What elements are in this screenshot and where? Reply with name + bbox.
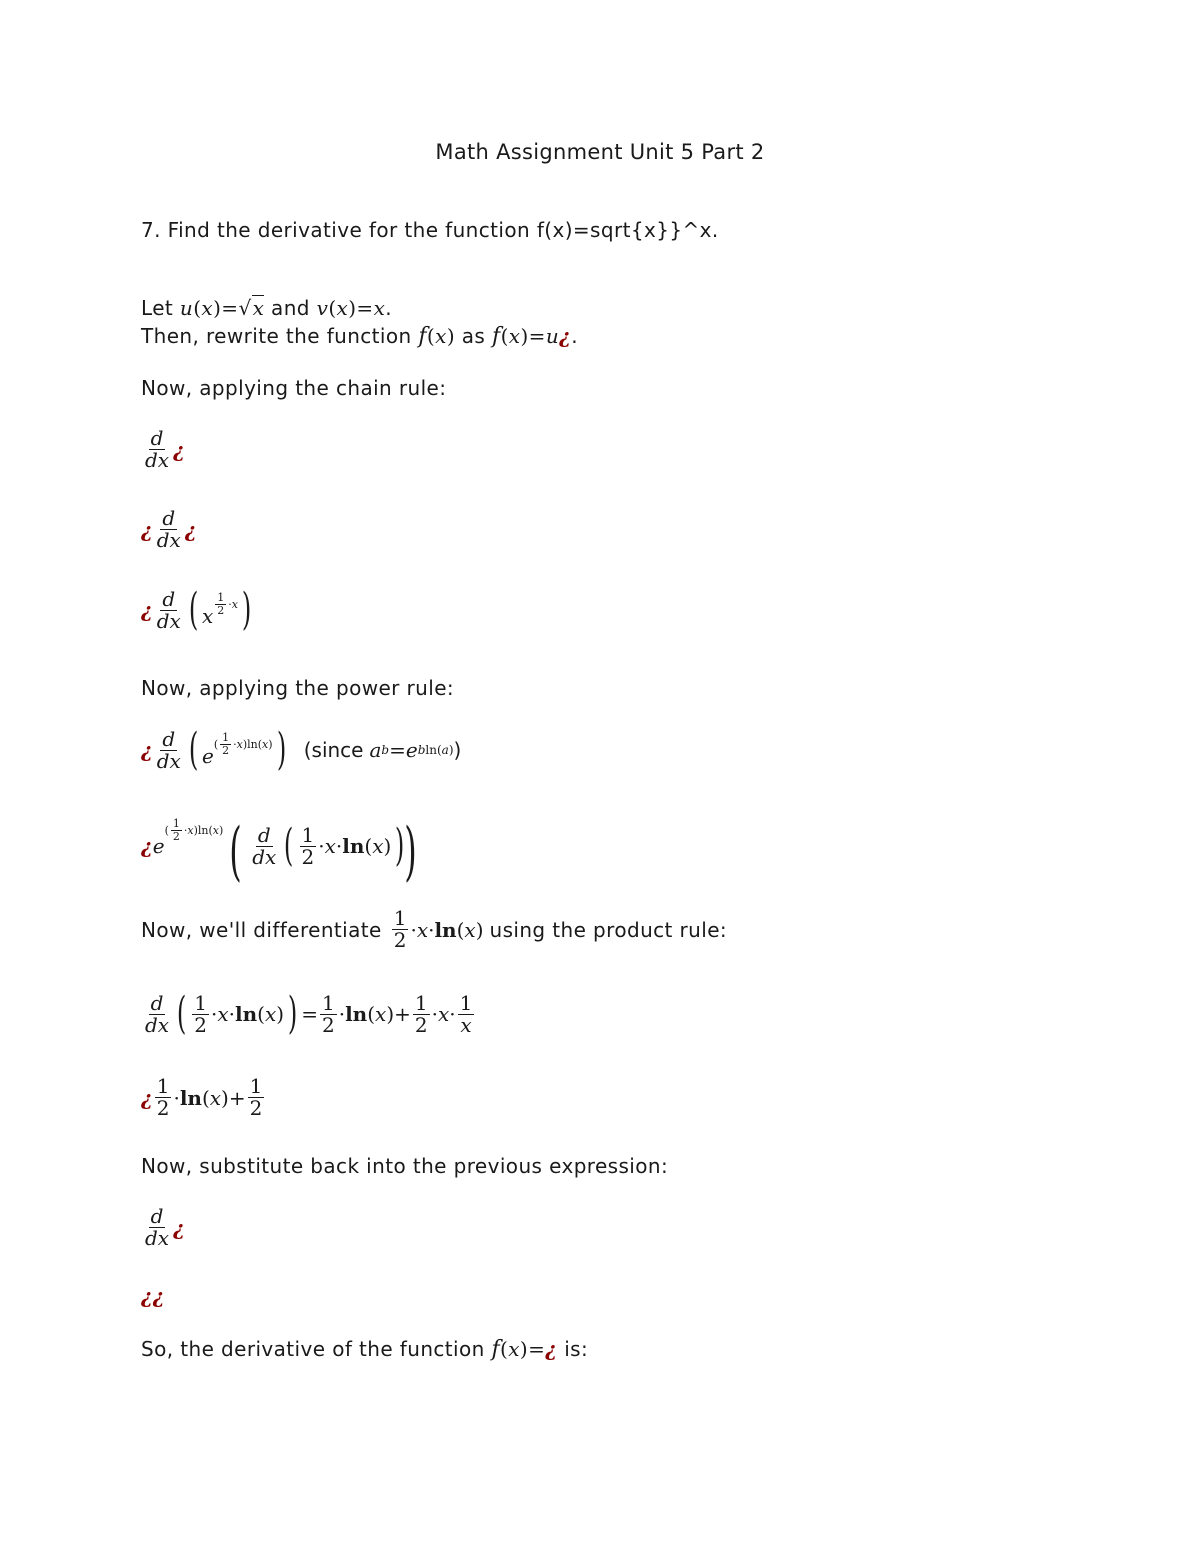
placeholder-glyph: ¿	[184, 517, 197, 542]
equation-5: ¿ e ( $\frac{1}{2}$ · x )ln( x ) ( $\frac{d}{dx}$ ( $\frac{1}{2}$ · x · ln ( x ) ) )	[141, 815, 418, 889]
page-title: Math Assignment Unit 5 Part 2	[435, 140, 765, 164]
since-text: (since	[303, 738, 364, 762]
equation-7: ¿ $\frac{1}{2}$ · ln ( x )+ $\frac{1}{2}$	[141, 1074, 263, 1120]
v-definition: v	[316, 296, 329, 320]
question-text: 7. Find the derivative for the function f(x)=sqrt{x}}^x.	[141, 218, 719, 242]
let-and: and	[271, 296, 310, 320]
substitute-text: Now, substitute back into the previous expression:	[141, 1154, 669, 1178]
equation-3: ¿ $\frac{d}{dx}$ ( x $\frac{1}{2}$ · x )	[141, 584, 252, 635]
equation-4: ¿ $\frac{d}{dx}$ ( e ( $\frac{1}{2}$ · x )ln( x ) ) (since a b = e bln(a) )	[141, 724, 462, 775]
placeholder-glyph: ¿	[545, 1337, 558, 1361]
chain-rule-text: Now, applying the chain rule:	[141, 376, 447, 400]
placeholder-glyph: ¿	[141, 1284, 153, 1308]
let-prefix: Let	[141, 296, 174, 320]
placeholder-glyph: ¿	[173, 437, 185, 462]
equation-8: $\frac{d}{dx}$ ¿	[145, 1204, 185, 1250]
as-text: as	[461, 324, 486, 348]
u-definition: u	[179, 296, 194, 320]
placeholder-glyph: ¿	[559, 324, 572, 348]
power-rule-text: Now, applying the power rule:	[141, 676, 455, 700]
then-text: Then, rewrite the function	[141, 324, 412, 348]
differentiate-line: Now, we'll differentiate $\frac{1}{2}$ · x · ln ( x ) using the product rule:	[141, 906, 728, 952]
placeholder-glyph: ¿	[141, 517, 153, 542]
placeholder-glyph: ¿	[141, 598, 153, 622]
equation-6: $\frac{d}{dx}$ ( $\frac{1}{2}$ · x · ln ( x ) ) = $\frac{1}{2}$ · ln ( x )+ $\frac{1}{2}$ · x · $\frac{1}{x}$	[145, 988, 473, 1039]
placeholder-glyph: ¿	[141, 738, 153, 762]
equation-1: $\frac{d}{dx}$ ¿	[145, 426, 185, 472]
placeholder-glyph: ¿	[152, 1284, 165, 1308]
then-line: Then, rewrite the function f(x) as f(x)=u¿.	[141, 324, 579, 349]
conclusion-suffix: is:	[564, 1337, 589, 1361]
differentiate-suffix: using the product rule:	[489, 917, 728, 942]
placeholder-glyph: ¿	[141, 1085, 153, 1110]
let-line: Let u(x)=√x and v(x)=x.	[141, 296, 393, 320]
placeholder-glyph: ¿	[173, 1215, 185, 1240]
conclusion-line: So, the derivative of the function f(x)=¿ is:	[141, 1337, 589, 1362]
equation-9	[141, 1284, 164, 1308]
placeholder-glyph: ¿	[141, 834, 153, 858]
equation-2: ¿ $\frac{d}{dx}$ ¿	[141, 506, 197, 552]
differentiate-prefix: Now, we'll differentiate	[141, 917, 382, 942]
conclusion-prefix: So, the derivative of the function	[141, 1337, 485, 1361]
